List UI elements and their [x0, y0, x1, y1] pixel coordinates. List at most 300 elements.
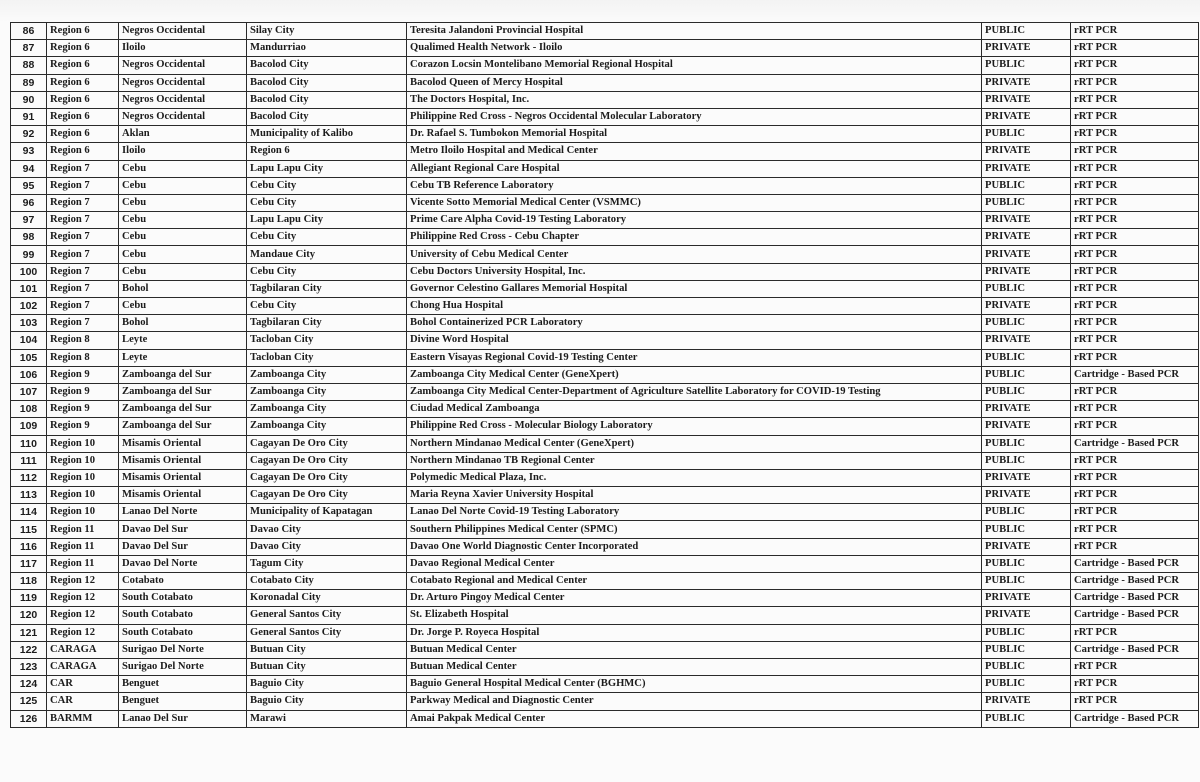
province-cell: Leyte	[119, 332, 247, 349]
row-number: 109	[11, 418, 47, 435]
province-cell: Negros Occidental	[119, 108, 247, 125]
row-number: 86	[11, 23, 47, 40]
region-cell: Region 6	[47, 40, 119, 57]
region-cell: Region 7	[47, 298, 119, 315]
row-number: 102	[11, 298, 47, 315]
ownership-type-cell: PUBLIC	[982, 710, 1071, 727]
row-number: 123	[11, 658, 47, 675]
row-number: 114	[11, 504, 47, 521]
row-number: 120	[11, 607, 47, 624]
row-number: 118	[11, 573, 47, 590]
ownership-type-cell: PRIVATE	[982, 263, 1071, 280]
table-row	[11, 177, 1199, 194]
facility-name-cell: Ciudad Medical Zamboanga	[407, 401, 982, 418]
city-cell: Mandaue City	[247, 246, 407, 263]
test-type-cell: rRT PCR	[1071, 126, 1199, 143]
city-cell: Baguio City	[247, 676, 407, 693]
city-cell: Cebu City	[247, 263, 407, 280]
city-cell: Cotabato City	[247, 573, 407, 590]
province-cell: Negros Occidental	[119, 91, 247, 108]
row-number: 88	[11, 57, 47, 74]
region-cell: Region 12	[47, 624, 119, 641]
ownership-type-cell: PUBLIC	[982, 521, 1071, 538]
row-number: 95	[11, 177, 47, 194]
province-cell: Iloilo	[119, 40, 247, 57]
city-cell: Municipality of Kalibo	[247, 126, 407, 143]
test-type-cell: Cartridge - Based PCR	[1071, 590, 1199, 607]
row-number: 122	[11, 641, 47, 658]
ownership-type-cell: PUBLIC	[982, 315, 1071, 332]
table-row	[11, 624, 1199, 641]
ownership-type-cell: PRIVATE	[982, 229, 1071, 246]
row-number: 97	[11, 212, 47, 229]
row-number: 101	[11, 280, 47, 297]
test-type-cell: rRT PCR	[1071, 693, 1199, 710]
province-cell: Benguet	[119, 676, 247, 693]
region-cell: Region 10	[47, 469, 119, 486]
city-cell: Koronadal City	[247, 590, 407, 607]
province-cell: Davao Del Norte	[119, 555, 247, 572]
region-cell: Region 12	[47, 590, 119, 607]
facility-name-cell: Philippine Red Cross - Cebu Chapter	[407, 229, 982, 246]
test-type-cell: rRT PCR	[1071, 315, 1199, 332]
region-cell: Region 9	[47, 401, 119, 418]
table-row	[11, 641, 1199, 658]
province-cell: Aklan	[119, 126, 247, 143]
ownership-type-cell: PRIVATE	[982, 607, 1071, 624]
table-body	[11, 23, 1199, 728]
laboratory-table	[10, 22, 1199, 728]
table-row	[11, 40, 1199, 57]
test-type-cell: rRT PCR	[1071, 332, 1199, 349]
test-type-cell: rRT PCR	[1071, 349, 1199, 366]
facility-name-cell: Northern Mindanao TB Regional Center	[407, 452, 982, 469]
city-cell: Zamboanga City	[247, 418, 407, 435]
province-cell: Negros Occidental	[119, 57, 247, 74]
region-cell: Region 6	[47, 91, 119, 108]
city-cell: Davao City	[247, 538, 407, 555]
row-number: 117	[11, 555, 47, 572]
facility-name-cell: Dr. Arturo Pingoy Medical Center	[407, 590, 982, 607]
test-type-cell: rRT PCR	[1071, 280, 1199, 297]
city-cell: Cagayan De Oro City	[247, 469, 407, 486]
province-cell: Zamboanga del Sur	[119, 383, 247, 400]
row-number: 104	[11, 332, 47, 349]
facility-name-cell: Vicente Sotto Memorial Medical Center (VSMMC)	[407, 194, 982, 211]
ownership-type-cell: PRIVATE	[982, 469, 1071, 486]
region-cell: CARAGA	[47, 641, 119, 658]
ownership-type-cell: PRIVATE	[982, 91, 1071, 108]
province-cell: Lanao Del Sur	[119, 710, 247, 727]
province-cell: Cebu	[119, 194, 247, 211]
facility-name-cell: Davao Regional Medical Center	[407, 555, 982, 572]
province-cell: Bohol	[119, 280, 247, 297]
city-cell: Zamboanga City	[247, 401, 407, 418]
ownership-type-cell: PUBLIC	[982, 126, 1071, 143]
province-cell: Cebu	[119, 177, 247, 194]
region-cell: CARAGA	[47, 658, 119, 675]
ownership-type-cell: PUBLIC	[982, 504, 1071, 521]
region-cell: Region 9	[47, 366, 119, 383]
region-cell: Region 9	[47, 383, 119, 400]
ownership-type-cell: PUBLIC	[982, 641, 1071, 658]
region-cell: Region 7	[47, 263, 119, 280]
province-cell: Zamboanga del Sur	[119, 366, 247, 383]
table-row	[11, 607, 1199, 624]
facility-name-cell: Governor Celestino Gallares Memorial Hospital	[407, 280, 982, 297]
ownership-type-cell: PUBLIC	[982, 57, 1071, 74]
test-type-cell: rRT PCR	[1071, 298, 1199, 315]
facility-name-cell: Dr. Jorge P. Royeca Hospital	[407, 624, 982, 641]
row-number: 108	[11, 401, 47, 418]
region-cell: BARMM	[47, 710, 119, 727]
region-cell: Region 10	[47, 487, 119, 504]
ownership-type-cell: PUBLIC	[982, 676, 1071, 693]
test-type-cell: rRT PCR	[1071, 521, 1199, 538]
province-cell: Bohol	[119, 315, 247, 332]
table-row	[11, 573, 1199, 590]
region-cell: Region 12	[47, 573, 119, 590]
row-number: 91	[11, 108, 47, 125]
facility-name-cell: Divine Word Hospital	[407, 332, 982, 349]
table-row	[11, 315, 1199, 332]
facility-name-cell: Cebu Doctors University Hospital, Inc.	[407, 263, 982, 280]
city-cell: Tagbilaran City	[247, 280, 407, 297]
test-type-cell: rRT PCR	[1071, 418, 1199, 435]
facility-name-cell: Eastern Visayas Regional Covid-19 Testing Center	[407, 349, 982, 366]
row-number: 103	[11, 315, 47, 332]
facility-name-cell: St. Elizabeth Hospital	[407, 607, 982, 624]
province-cell: South Cotabato	[119, 624, 247, 641]
test-type-cell: rRT PCR	[1071, 74, 1199, 91]
city-cell: Cagayan De Oro City	[247, 435, 407, 452]
region-cell: Region 7	[47, 229, 119, 246]
ownership-type-cell: PRIVATE	[982, 590, 1071, 607]
row-number: 110	[11, 435, 47, 452]
row-number: 99	[11, 246, 47, 263]
province-cell: Surigao Del Norte	[119, 658, 247, 675]
row-number: 106	[11, 366, 47, 383]
facility-name-cell: The Doctors Hospital, Inc.	[407, 91, 982, 108]
facility-name-cell: Dr. Rafael S. Tumbokon Memorial Hospital	[407, 126, 982, 143]
city-cell: Tacloban City	[247, 332, 407, 349]
city-cell: Bacolod City	[247, 91, 407, 108]
test-type-cell: rRT PCR	[1071, 624, 1199, 641]
table-row	[11, 487, 1199, 504]
city-cell: Municipality of Kapatagan	[247, 504, 407, 521]
ownership-type-cell: PUBLIC	[982, 23, 1071, 40]
province-cell: Misamis Oriental	[119, 469, 247, 486]
city-cell: Lapu Lapu City	[247, 212, 407, 229]
region-cell: Region 12	[47, 607, 119, 624]
region-cell: Region 7	[47, 194, 119, 211]
city-cell: Tagum City	[247, 555, 407, 572]
row-number: 92	[11, 126, 47, 143]
province-cell: Cebu	[119, 263, 247, 280]
facility-name-cell: Lanao Del Norte Covid-19 Testing Laboratory	[407, 504, 982, 521]
city-cell: Cebu City	[247, 177, 407, 194]
ownership-type-cell: PUBLIC	[982, 366, 1071, 383]
province-cell: Cebu	[119, 298, 247, 315]
province-cell: Misamis Oriental	[119, 487, 247, 504]
city-cell: Bacolod City	[247, 74, 407, 91]
table-row	[11, 521, 1199, 538]
city-cell: Cagayan De Oro City	[247, 487, 407, 504]
province-cell: Benguet	[119, 693, 247, 710]
test-type-cell: rRT PCR	[1071, 246, 1199, 263]
province-cell: Lanao Del Norte	[119, 504, 247, 521]
facility-name-cell: Maria Reyna Xavier University Hospital	[407, 487, 982, 504]
province-cell: Cebu	[119, 229, 247, 246]
facility-name-cell: University of Cebu Medical Center	[407, 246, 982, 263]
region-cell: Region 10	[47, 452, 119, 469]
table-row	[11, 469, 1199, 486]
test-type-cell: Cartridge - Based PCR	[1071, 607, 1199, 624]
ownership-type-cell: PRIVATE	[982, 143, 1071, 160]
test-type-cell: Cartridge - Based PCR	[1071, 366, 1199, 383]
province-cell: Davao Del Sur	[119, 521, 247, 538]
facility-name-cell: Amai Pakpak Medical Center	[407, 710, 982, 727]
table-row	[11, 366, 1199, 383]
row-number: 115	[11, 521, 47, 538]
region-cell: Region 11	[47, 538, 119, 555]
ownership-type-cell: PRIVATE	[982, 40, 1071, 57]
test-type-cell: Cartridge - Based PCR	[1071, 555, 1199, 572]
city-cell: Cebu City	[247, 298, 407, 315]
ownership-type-cell: PRIVATE	[982, 401, 1071, 418]
row-number: 89	[11, 74, 47, 91]
province-cell: Cotabato	[119, 573, 247, 590]
city-cell: Silay City	[247, 23, 407, 40]
scan-top-edge	[0, 0, 1200, 22]
ownership-type-cell: PRIVATE	[982, 693, 1071, 710]
ownership-type-cell: PUBLIC	[982, 555, 1071, 572]
province-cell: Negros Occidental	[119, 23, 247, 40]
province-cell: Negros Occidental	[119, 74, 247, 91]
province-cell: Misamis Oriental	[119, 435, 247, 452]
ownership-type-cell: PRIVATE	[982, 108, 1071, 125]
facility-name-cell: Northern Mindanao Medical Center (GeneXpert)	[407, 435, 982, 452]
test-type-cell: rRT PCR	[1071, 108, 1199, 125]
region-cell: Region 10	[47, 504, 119, 521]
region-cell: CAR	[47, 693, 119, 710]
facility-name-cell: Qualimed Health Network - Iloilo	[407, 40, 982, 57]
facility-name-cell: Philippine Red Cross - Negros Occidental Molecular Laboratory	[407, 108, 982, 125]
table-row	[11, 383, 1199, 400]
city-cell: Cagayan De Oro City	[247, 452, 407, 469]
city-cell: Butuan City	[247, 658, 407, 675]
table-row	[11, 435, 1199, 452]
city-cell: Cebu City	[247, 194, 407, 211]
province-cell: Zamboanga del Sur	[119, 418, 247, 435]
test-type-cell: rRT PCR	[1071, 401, 1199, 418]
row-number: 96	[11, 194, 47, 211]
table-row	[11, 108, 1199, 125]
facility-name-cell: Polymedic Medical Plaza, Inc.	[407, 469, 982, 486]
city-cell: Lapu Lapu City	[247, 160, 407, 177]
region-cell: Region 7	[47, 280, 119, 297]
ownership-type-cell: PUBLIC	[982, 177, 1071, 194]
table-row	[11, 143, 1199, 160]
ownership-type-cell: PRIVATE	[982, 487, 1071, 504]
province-cell: Cebu	[119, 212, 247, 229]
province-cell: Leyte	[119, 349, 247, 366]
test-type-cell: rRT PCR	[1071, 469, 1199, 486]
city-cell: Zamboanga City	[247, 383, 407, 400]
table-row	[11, 555, 1199, 572]
facility-name-cell: Chong Hua Hospital	[407, 298, 982, 315]
ownership-type-cell: PUBLIC	[982, 624, 1071, 641]
table-row	[11, 504, 1199, 521]
ownership-type-cell: PRIVATE	[982, 212, 1071, 229]
ownership-type-cell: PRIVATE	[982, 298, 1071, 315]
ownership-type-cell: PUBLIC	[982, 194, 1071, 211]
table-row	[11, 57, 1199, 74]
table-row	[11, 538, 1199, 555]
region-cell: Region 6	[47, 57, 119, 74]
facility-name-cell: Butuan Medical Center	[407, 641, 982, 658]
test-type-cell: rRT PCR	[1071, 383, 1199, 400]
facility-name-cell: Parkway Medical and Diagnostic Center	[407, 693, 982, 710]
test-type-cell: rRT PCR	[1071, 538, 1199, 555]
table-row	[11, 401, 1199, 418]
region-cell: Region 6	[47, 108, 119, 125]
table-row	[11, 212, 1199, 229]
region-cell: Region 11	[47, 555, 119, 572]
row-number: 124	[11, 676, 47, 693]
test-type-cell: rRT PCR	[1071, 194, 1199, 211]
ownership-type-cell: PUBLIC	[982, 452, 1071, 469]
facility-name-cell: Zamboanga City Medical Center (GeneXpert)	[407, 366, 982, 383]
region-cell: Region 7	[47, 177, 119, 194]
row-number: 111	[11, 452, 47, 469]
table-row	[11, 332, 1199, 349]
region-cell: Region 9	[47, 418, 119, 435]
region-cell: CAR	[47, 676, 119, 693]
facility-name-cell: Baguio General Hospital Medical Center (BGHMC)	[407, 676, 982, 693]
ownership-type-cell: PRIVATE	[982, 160, 1071, 177]
facility-name-cell: Allegiant Regional Care Hospital	[407, 160, 982, 177]
facility-name-cell: Bohol Containerized PCR Laboratory	[407, 315, 982, 332]
table-row	[11, 710, 1199, 727]
facility-name-cell: Prime Care Alpha Covid-19 Testing Laboratory	[407, 212, 982, 229]
facility-name-cell: Bacolod Queen of Mercy Hospital	[407, 74, 982, 91]
test-type-cell: rRT PCR	[1071, 160, 1199, 177]
region-cell: Region 8	[47, 332, 119, 349]
test-type-cell: rRT PCR	[1071, 177, 1199, 194]
city-cell: General Santos City	[247, 624, 407, 641]
region-cell: Region 10	[47, 435, 119, 452]
city-cell: Davao City	[247, 521, 407, 538]
region-cell: Region 6	[47, 23, 119, 40]
city-cell: Region 6	[247, 143, 407, 160]
test-type-cell: rRT PCR	[1071, 504, 1199, 521]
table-row	[11, 418, 1199, 435]
test-type-cell: rRT PCR	[1071, 452, 1199, 469]
row-number: 113	[11, 487, 47, 504]
facility-name-cell: Zamboanga City Medical Center-Department of Agriculture Satellite Laboratory for COVID-19 Testing	[407, 383, 982, 400]
region-cell: Region 6	[47, 74, 119, 91]
region-cell: Region 6	[47, 126, 119, 143]
table-row	[11, 452, 1199, 469]
test-type-cell: rRT PCR	[1071, 143, 1199, 160]
ownership-type-cell: PRIVATE	[982, 538, 1071, 555]
test-type-cell: rRT PCR	[1071, 676, 1199, 693]
city-cell: Tacloban City	[247, 349, 407, 366]
row-number: 121	[11, 624, 47, 641]
row-number: 94	[11, 160, 47, 177]
row-number: 112	[11, 469, 47, 486]
facility-name-cell: Metro Iloilo Hospital and Medical Center	[407, 143, 982, 160]
ownership-type-cell: PUBLIC	[982, 573, 1071, 590]
table-row	[11, 23, 1199, 40]
test-type-cell: rRT PCR	[1071, 23, 1199, 40]
facility-name-cell: Cotabato Regional and Medical Center	[407, 573, 982, 590]
city-cell: Zamboanga City	[247, 366, 407, 383]
row-number: 116	[11, 538, 47, 555]
ownership-type-cell: PRIVATE	[982, 332, 1071, 349]
table-row	[11, 91, 1199, 108]
city-cell: Cebu City	[247, 229, 407, 246]
test-type-cell: rRT PCR	[1071, 487, 1199, 504]
province-cell: Misamis Oriental	[119, 452, 247, 469]
table-row	[11, 693, 1199, 710]
test-type-cell: rRT PCR	[1071, 263, 1199, 280]
region-cell: Region 8	[47, 349, 119, 366]
city-cell: Butuan City	[247, 641, 407, 658]
row-number: 107	[11, 383, 47, 400]
region-cell: Region 7	[47, 212, 119, 229]
table-row	[11, 658, 1199, 675]
city-cell: Baguio City	[247, 693, 407, 710]
table-row	[11, 280, 1199, 297]
row-number: 119	[11, 590, 47, 607]
table-row	[11, 590, 1199, 607]
ownership-type-cell: PRIVATE	[982, 246, 1071, 263]
province-cell: Cebu	[119, 246, 247, 263]
table-row	[11, 298, 1199, 315]
test-type-cell: Cartridge - Based PCR	[1071, 435, 1199, 452]
province-cell: Davao Del Sur	[119, 538, 247, 555]
province-cell: Cebu	[119, 160, 247, 177]
row-number: 100	[11, 263, 47, 280]
test-type-cell: rRT PCR	[1071, 40, 1199, 57]
facility-name-cell: Corazon Locsin Montelibano Memorial Regional Hospital	[407, 57, 982, 74]
province-cell: Surigao Del Norte	[119, 641, 247, 658]
province-cell: South Cotabato	[119, 590, 247, 607]
facility-name-cell: Teresita Jalandoni Provincial Hospital	[407, 23, 982, 40]
ownership-type-cell: PUBLIC	[982, 349, 1071, 366]
facility-name-cell: Southern Philippines Medical Center (SPMC)	[407, 521, 982, 538]
facility-name-cell: Philippine Red Cross - Molecular Biology Laboratory	[407, 418, 982, 435]
region-cell: Region 11	[47, 521, 119, 538]
city-cell: Bacolod City	[247, 108, 407, 125]
test-type-cell: rRT PCR	[1071, 212, 1199, 229]
test-type-cell: Cartridge - Based PCR	[1071, 641, 1199, 658]
test-type-cell: rRT PCR	[1071, 57, 1199, 74]
table-row	[11, 263, 1199, 280]
table-row	[11, 246, 1199, 263]
facility-name-cell: Butuan Medical Center	[407, 658, 982, 675]
table-row	[11, 160, 1199, 177]
province-cell: Zamboanga del Sur	[119, 401, 247, 418]
ownership-type-cell: PUBLIC	[982, 383, 1071, 400]
ownership-type-cell: PUBLIC	[982, 435, 1071, 452]
region-cell: Region 7	[47, 160, 119, 177]
row-number: 126	[11, 710, 47, 727]
city-cell: General Santos City	[247, 607, 407, 624]
row-number: 105	[11, 349, 47, 366]
